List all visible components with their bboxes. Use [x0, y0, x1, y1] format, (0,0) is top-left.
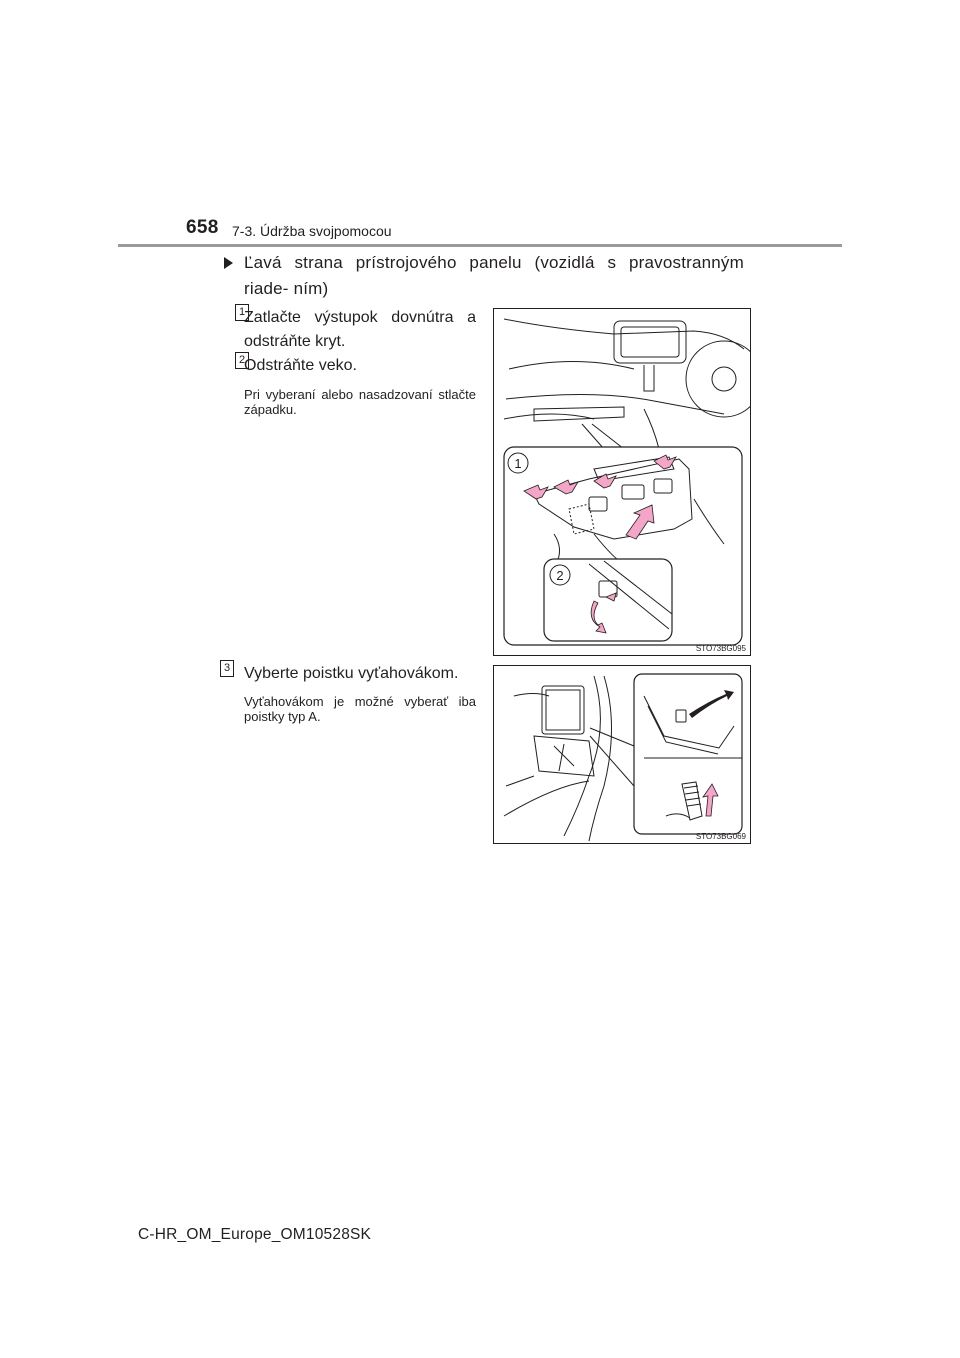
figure-dashboard-cover: [493, 308, 751, 656]
header-rule: [118, 244, 842, 247]
fuse-puller-illustration: [494, 666, 750, 843]
step-number-2: 2: [235, 352, 249, 369]
dashboard-cover-illustration: [494, 309, 750, 655]
document-footer: C-HR_OM_Europe_OM10528SK: [138, 1226, 372, 1243]
subsection-heading: Ľavá strana prístrojového panelu (vozidlá s pravostranným riade- ním): [244, 253, 744, 298]
triangle-bullet-icon: [224, 257, 233, 269]
section-title: 7-3. Údržba svojpomocou: [232, 223, 392, 239]
step-text-3: Vyberte poistku vyťahovákom.: [244, 665, 459, 682]
step-text-2: Odstráňte veko.: [244, 357, 357, 374]
callout-2: 2: [556, 568, 564, 583]
step-note-3: Vyťahovákom je možné vyberať iba poistky typ A.: [244, 694, 476, 724]
page-number: 658: [186, 217, 219, 238]
step-note-2: Pri vyberaní alebo nasadzovaní stlačte západku.: [244, 387, 476, 417]
step-number-1: 1: [235, 304, 249, 321]
figure-fuse-puller: [493, 665, 751, 844]
callout-1: 1: [514, 456, 522, 471]
figure-code-1: STO73BG095: [695, 644, 746, 653]
figure-code-2: STO73BG069: [695, 832, 746, 841]
step-number-3: 3: [220, 660, 234, 677]
step-text-1: Zatlačte výstupok dovnútra a odstráňte kryt.: [244, 309, 476, 350]
